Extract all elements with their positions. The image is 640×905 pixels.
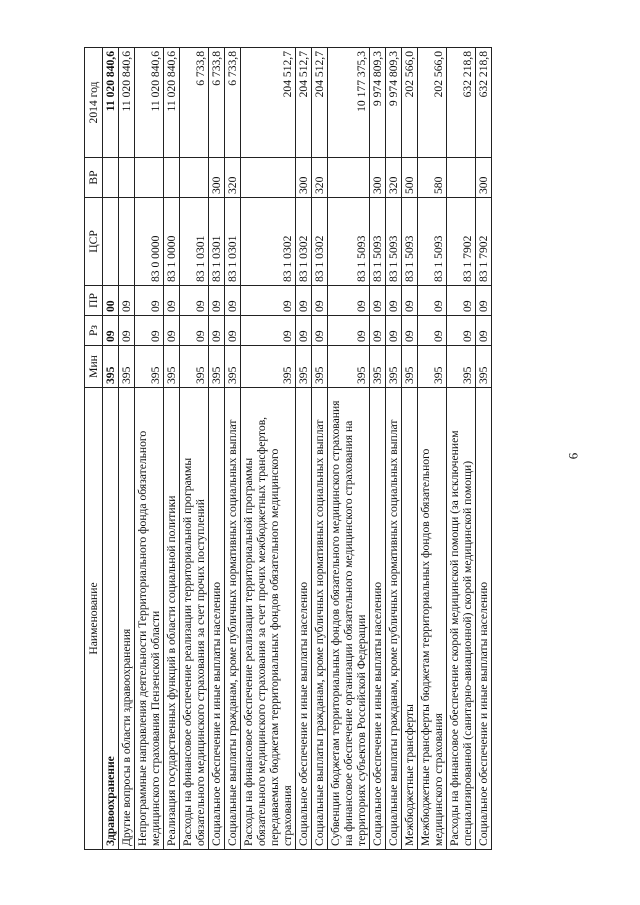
row-name-cell: Межбюджетные трансферты [401, 388, 417, 850]
row-vr-cell: 320 [224, 158, 240, 198]
row-min-cell: 395 [295, 346, 311, 388]
row-pr-cell: 09 [385, 286, 401, 316]
row-csr-cell: 83 1 5093 [417, 198, 446, 286]
row-pr-cell: 09 [369, 286, 385, 316]
header-pr: ПР [85, 286, 103, 316]
row-csr-cell: 83 1 5093 [327, 198, 369, 286]
row-vr-cell: 580 [417, 158, 446, 198]
row-rz-cell: 09 [179, 316, 208, 346]
row-csr-cell: 83 1 5093 [369, 198, 385, 286]
row-rz-cell: 09 [311, 316, 327, 346]
row-amount-cell: 202 566,0 [401, 48, 417, 158]
row-vr-cell: 300 [295, 158, 311, 198]
row-amount-cell: 9 974 809,3 [385, 48, 401, 158]
table-container [84, 48, 543, 850]
row-csr-cell: 83 1 0301 [224, 198, 240, 286]
row-amount-cell: 11 020 840,6 [103, 48, 119, 158]
row-rz-cell: 09 [369, 316, 385, 346]
row-vr-cell [179, 158, 208, 198]
row-csr-cell [118, 198, 134, 286]
row-min-cell: 395 [118, 346, 134, 388]
row-amount-cell: 204 512,7 [311, 48, 327, 158]
table-row [179, 48, 208, 850]
row-name-cell: Расходы на финансовое обеспечение скорой медицинской помощи (за исключением специализированной (санитарно-авиационной) скорой медицинской помощи) [446, 388, 475, 850]
row-min-cell: 395 [311, 346, 327, 388]
table-body [103, 48, 492, 850]
row-vr-cell: 300 [208, 158, 224, 198]
row-rz-cell: 09 [163, 316, 179, 346]
row-amount-cell: 204 512,7 [295, 48, 311, 158]
row-amount-cell: 6 733,8 [179, 48, 208, 158]
table-row [385, 48, 401, 850]
row-name-cell: Расходы на финансовое обеспечение реализации территориальной программы обязательного медицинского страхования за счет прочих межбюджетных трансфертов, передаваемых бюджетам территориальных фондов обязательного медицинского страхования [240, 388, 295, 850]
row-name-cell: Другие вопросы в области здравоохранения [118, 388, 134, 850]
row-min-cell: 395 [369, 346, 385, 388]
table-row [224, 48, 240, 850]
row-amount-cell: 11 020 840,6 [134, 48, 163, 158]
row-pr-cell: 09 [327, 286, 369, 316]
row-csr-cell: 83 1 0301 [208, 198, 224, 286]
row-pr-cell: 09 [401, 286, 417, 316]
header-csr: ЦСР [85, 198, 103, 286]
row-rz-cell: 09 [208, 316, 224, 346]
row-rz-cell: 09 [401, 316, 417, 346]
row-rz-cell: 09 [446, 316, 475, 346]
row-min-cell: 395 [208, 346, 224, 388]
row-pr-cell: 09 [417, 286, 446, 316]
row-csr-cell: 83 1 0301 [179, 198, 208, 286]
row-pr-cell: 09 [224, 286, 240, 316]
row-name-cell: Социальное обеспечение и иные выплаты населению [295, 388, 311, 850]
row-csr-cell: 83 1 7902 [475, 198, 491, 286]
row-pr-cell: 09 [295, 286, 311, 316]
row-name-cell: Субвенции бюджетам территориальных фондов обязательного медицинского страхования на финансовое обеспечение организации обязательного медицинского страхования на территориях субъектов Российской Федерации [327, 388, 369, 850]
header-year: 2014 год [85, 48, 103, 158]
table-row [401, 48, 417, 850]
table-row [163, 48, 179, 850]
row-min-cell: 395 [417, 346, 446, 388]
table-row [295, 48, 311, 850]
row-amount-cell: 9 974 809,3 [369, 48, 385, 158]
table-row [118, 48, 134, 850]
page-number: 6 [565, 452, 581, 460]
table-row [134, 48, 163, 850]
row-min-cell: 395 [103, 346, 119, 388]
row-pr-cell: 09 [311, 286, 327, 316]
row-rz-cell: 09 [417, 316, 446, 346]
row-amount-cell: 204 512,7 [240, 48, 295, 158]
row-vr-cell [118, 158, 134, 198]
row-rz-cell: 09 [224, 316, 240, 346]
row-csr-cell: 83 0 0000 [134, 198, 163, 286]
row-amount-cell: 11 020 840,6 [163, 48, 179, 158]
row-vr-cell [240, 158, 295, 198]
row-name-cell: Непрограммные направления деятельности Территориального фонда обязательного медицинского страхования Пензенской области [134, 388, 163, 850]
row-rz-cell: 09 [240, 316, 295, 346]
row-csr-cell: 83 1 7902 [446, 198, 475, 286]
row-min-cell: 395 [240, 346, 295, 388]
table-row [311, 48, 327, 850]
row-pr-cell: 09 [163, 286, 179, 316]
row-name-cell: Социальное обеспечение и иные выплаты населению [208, 388, 224, 850]
row-vr-cell [163, 158, 179, 198]
table-row [208, 48, 224, 850]
row-name-cell: Социальные выплаты гражданам, кроме публичных нормативных социальных выплат [224, 388, 240, 850]
row-pr-cell: 09 [240, 286, 295, 316]
row-pr-cell: 09 [208, 286, 224, 316]
row-vr-cell [446, 158, 475, 198]
row-name-cell: Социальные выплаты гражданам, кроме публичных нормативных социальных выплат [385, 388, 401, 850]
row-amount-cell: 632 218,8 [446, 48, 475, 158]
row-pr-cell: 09 [446, 286, 475, 316]
row-amount-cell: 6 733,8 [224, 48, 240, 158]
row-min-cell: 395 [327, 346, 369, 388]
row-pr-cell: 09 [118, 286, 134, 316]
row-rz-cell: 09 [475, 316, 491, 346]
row-pr-cell: 09 [134, 286, 163, 316]
row-vr-cell: 500 [401, 158, 417, 198]
budget-table [84, 47, 492, 850]
row-name-cell: Реализация государственных функций в области социальной политики [163, 388, 179, 850]
row-pr-cell: 00 [103, 286, 119, 316]
table-row [103, 48, 119, 850]
row-min-cell: 395 [224, 346, 240, 388]
row-csr-cell: 83 1 0302 [295, 198, 311, 286]
row-vr-cell: 320 [385, 158, 401, 198]
row-csr-cell: 83 1 0000 [163, 198, 179, 286]
row-amount-cell: 6 733,8 [208, 48, 224, 158]
row-vr-cell: 300 [475, 158, 491, 198]
row-min-cell: 395 [446, 346, 475, 388]
row-vr-cell: 300 [369, 158, 385, 198]
row-vr-cell [327, 158, 369, 198]
row-amount-cell: 11 020 840,6 [118, 48, 134, 158]
row-csr-cell [103, 198, 119, 286]
table-row [446, 48, 475, 850]
row-amount-cell: 202 566,0 [417, 48, 446, 158]
row-name-cell: Социальные выплаты гражданам, кроме публичных нормативных социальных выплат [311, 388, 327, 850]
row-csr-cell: 83 1 5093 [385, 198, 401, 286]
table-row [240, 48, 295, 850]
row-min-cell: 395 [385, 346, 401, 388]
row-min-cell: 395 [401, 346, 417, 388]
table-row [369, 48, 385, 850]
table-row [327, 48, 369, 850]
row-name-cell: Расходы на финансовое обеспечение реализации территориальной программы обязательного медицинского страхования за счет прочих поступлений [179, 388, 208, 850]
row-csr-cell: 83 1 0302 [240, 198, 295, 286]
row-rz-cell: 09 [295, 316, 311, 346]
row-rz-cell: 09 [103, 316, 119, 346]
row-csr-cell: 83 1 5093 [401, 198, 417, 286]
row-pr-cell: 09 [179, 286, 208, 316]
row-min-cell: 395 [163, 346, 179, 388]
header-name: Наименование [85, 388, 103, 850]
row-pr-cell: 09 [475, 286, 491, 316]
row-amount-cell: 632 218,8 [475, 48, 491, 158]
row-csr-cell: 83 1 0302 [311, 198, 327, 286]
row-vr-cell [134, 158, 163, 198]
header-vr: ВР [85, 158, 103, 198]
table-header-row [85, 48, 103, 850]
row-name-cell: Социальное обеспечение и иные выплаты населению [475, 388, 491, 850]
row-min-cell: 395 [475, 346, 491, 388]
row-name-cell: Межбюджетные трансферты бюджетам территориальных фондов обязательного медицинского страхования [417, 388, 446, 850]
row-rz-cell: 09 [327, 316, 369, 346]
table-row [475, 48, 491, 850]
row-vr-cell [103, 158, 119, 198]
row-rz-cell: 09 [118, 316, 134, 346]
row-min-cell: 395 [134, 346, 163, 388]
table-row [417, 48, 446, 850]
row-rz-cell: 09 [134, 316, 163, 346]
row-rz-cell: 09 [385, 316, 401, 346]
header-min: Мин [85, 346, 103, 388]
header-rz: Рз [85, 316, 103, 346]
row-min-cell: 395 [179, 346, 208, 388]
row-vr-cell: 320 [311, 158, 327, 198]
row-name-cell: Социальное обеспечение и иные выплаты населению [369, 388, 385, 850]
row-amount-cell: 10 177 375,3 [327, 48, 369, 158]
row-name-cell: Здравоохранение [103, 388, 119, 850]
